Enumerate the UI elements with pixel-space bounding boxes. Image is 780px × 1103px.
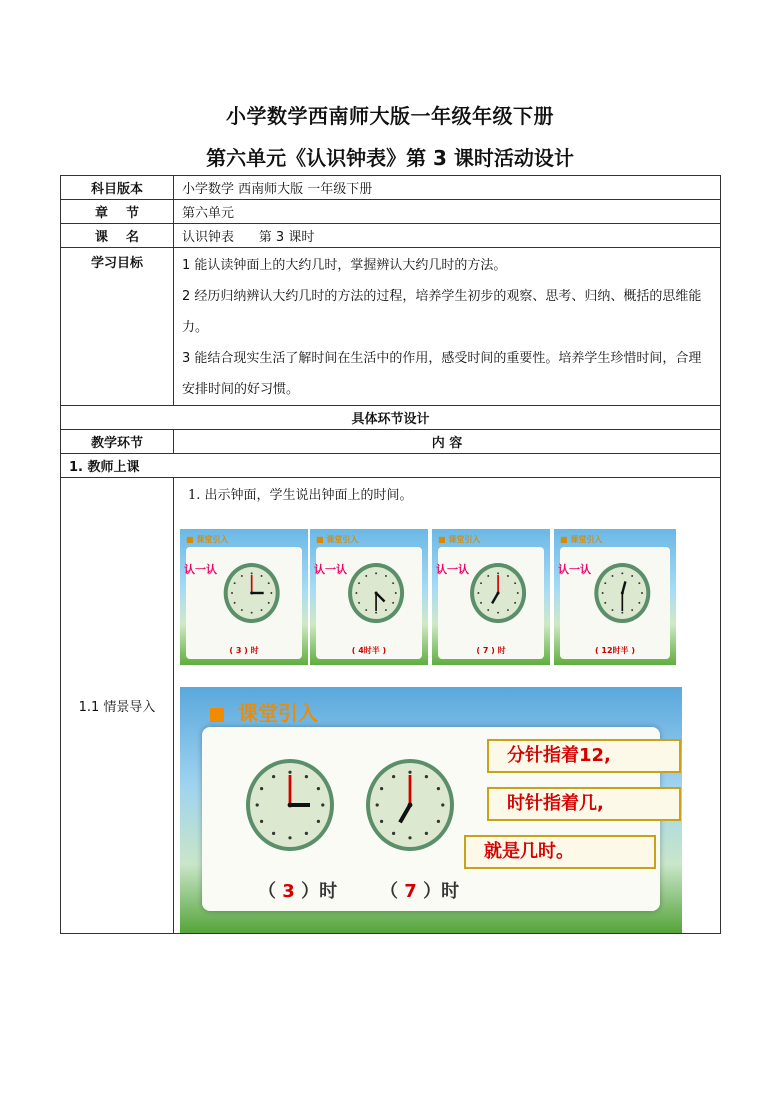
lesson-label: 课名 [61,224,174,248]
clock-tick [260,787,263,790]
clock-tick [487,609,489,611]
slide-clock-svg [432,551,550,651]
clock-tick [514,602,516,604]
intro-slide-heading: 课堂引入 [210,697,318,726]
answer-1: （ 3 ）时 [258,881,338,902]
slide-caption: ( 12时半 ) [594,646,635,655]
rule-line-2: 时针指着几, [487,787,681,821]
clock-tick [480,602,482,604]
clock-tick [268,582,270,584]
clock-center [497,592,500,595]
clock-tick [437,820,440,823]
clock-tick [317,787,320,790]
clock-tick [317,820,320,823]
clock-center [250,592,253,595]
clock-tick [631,575,633,577]
clock-tick [437,787,440,790]
clock-tick [604,602,606,604]
clock-center [621,592,624,595]
clock-tick [395,592,397,594]
slide-clock-svg [180,551,308,651]
intro-slide [180,687,682,933]
step-1-1-content [174,478,721,934]
clock-tick [268,602,270,604]
slide-side-text: 认一认 [314,563,347,576]
big-clocks [230,747,500,867]
slide-caption: ( 4时半 ) [351,646,387,655]
clock-slide-4 [554,529,676,665]
goal-item: 3 能结合现实生活了解时间在生活中的作用，感受时间的重要性。培养学生珍惜时间，合理安排时间的好习惯。 [182,351,702,397]
clock-tick [441,803,444,806]
clock-tick [604,582,606,584]
slide-side-text: 认一认 [436,563,469,576]
answer-2: （ 7 ）时 [380,881,460,902]
clock-7-icon [366,759,454,851]
clock-tick [231,592,233,594]
clock-tick [392,602,394,604]
clock-tick [497,572,499,574]
clock-tick [425,775,428,778]
clock-tick [358,582,360,584]
slide-clock-svg [310,551,428,651]
design-table [60,175,721,934]
rule-line-1: 分针指着12, [487,739,681,773]
slide-clock-svg [554,551,676,651]
goal-label: 学习目标 [61,248,174,406]
slide-tag: ■ 课堂引入 [186,535,229,544]
clock-tick [392,832,395,835]
lesson-value: 认识钟表 第 3 课时 [174,224,721,248]
clock-icon [470,563,526,623]
clock-tick [234,582,236,584]
clock-tick [425,832,428,835]
doc-title: 小学数学西南师大版一年级年级下册 [226,104,554,128]
clock-tick [305,775,308,778]
clock-tick [380,820,383,823]
clock-slide-1 [180,529,308,665]
clock-tick [261,609,263,611]
clock-tick [272,775,275,778]
clock-tick [365,575,367,577]
clock-tick [487,575,489,577]
content-instruction: 1. 出示钟面，学生说出钟面上的时间。 [188,488,413,503]
slide-tag: ■ 课堂引入 [316,535,359,544]
clock-3-icon [246,759,334,851]
chapter-value: 第六单元 [174,200,721,224]
clock-tick [380,787,383,790]
clock-center [288,803,293,808]
goal-item: 1 能认读钟面上的大约几时，掌握辨认大约几时的方法。 [182,258,507,273]
clock-tick [507,609,509,611]
clock-tick [358,602,360,604]
clock-tick [241,609,243,611]
section-title: 具体环节设计 [61,406,721,430]
clock-tick [251,612,253,614]
clock-tick [376,803,379,806]
clock-tick [288,771,291,774]
goal-item: 2 经历归纳辨认大约几时的方法的过程，培养学生初步的观察、思考、归纳、概括的思维能力。 [182,289,702,335]
clock-tick [641,592,643,594]
clock-tick [517,592,519,594]
clock-tick [270,592,272,594]
clock-tick [480,582,482,584]
clock-tick [355,592,357,594]
clock-tick [408,771,411,774]
clock-tick [385,609,387,611]
clock-tick [305,832,308,835]
clock-tick [638,582,640,584]
clock-tick [256,803,259,806]
clock-tick [375,612,377,614]
clock-tick [288,836,291,839]
slide-side-text: 认一认 [558,563,591,576]
clock-tick [392,775,395,778]
clock-tick [365,609,367,611]
clock-tick [375,572,377,574]
clock-tick [234,602,236,604]
clock-icon [224,563,280,623]
clock-tick [602,592,604,594]
clock-tick [507,575,509,577]
clock-tick [514,582,516,584]
step-1: 1. 教师上课 [61,454,721,478]
slide-tag: ■ 课堂引入 [560,535,603,544]
goal-list [174,248,721,406]
clock-tick [638,602,640,604]
clock-center [375,592,378,595]
col-header-step: 教学环节 [61,430,174,454]
clock-tick [497,612,499,614]
small-slides [180,529,714,669]
clock-tick [621,612,623,614]
clock-center [408,803,413,808]
edition-label: 科目版本 [61,176,174,200]
chapter-label: 章节 [61,200,174,224]
edition-value: 小学数学 西南师大版 一年级下册 [174,176,721,200]
square-icon [210,708,224,722]
clock-tick [261,575,263,577]
col-header-content: 内 容 [174,430,721,454]
step-1-1-label: 1.1 情景导入 [61,478,174,934]
clock-tick [621,572,623,574]
clock-icon [594,563,650,623]
slide-side-text: 认一认 [184,563,217,576]
clock-tick [477,592,479,594]
clock-tick [612,575,614,577]
clock-slide-2 [310,529,428,665]
rule-line-3: 就是几时。 [464,835,656,869]
slide-caption: ( 7 ) 时 [476,646,506,655]
clock-tick [392,582,394,584]
clock-tick [612,609,614,611]
slide-tag: ■ 课堂引入 [438,535,481,544]
clock-tick [321,803,324,806]
clock-tick [260,820,263,823]
clock-tick [272,832,275,835]
clock-tick [408,836,411,839]
clock-slide-3 [432,529,550,665]
slide-caption: ( 3 ) 时 [229,646,259,655]
doc-subtitle: 第六单元《认识钟表》第 3 课时活动设计 [206,146,574,170]
clock-tick [241,575,243,577]
clock-tick [251,572,253,574]
clock-tick [385,575,387,577]
clock-icon [348,563,404,623]
clock-tick [631,609,633,611]
